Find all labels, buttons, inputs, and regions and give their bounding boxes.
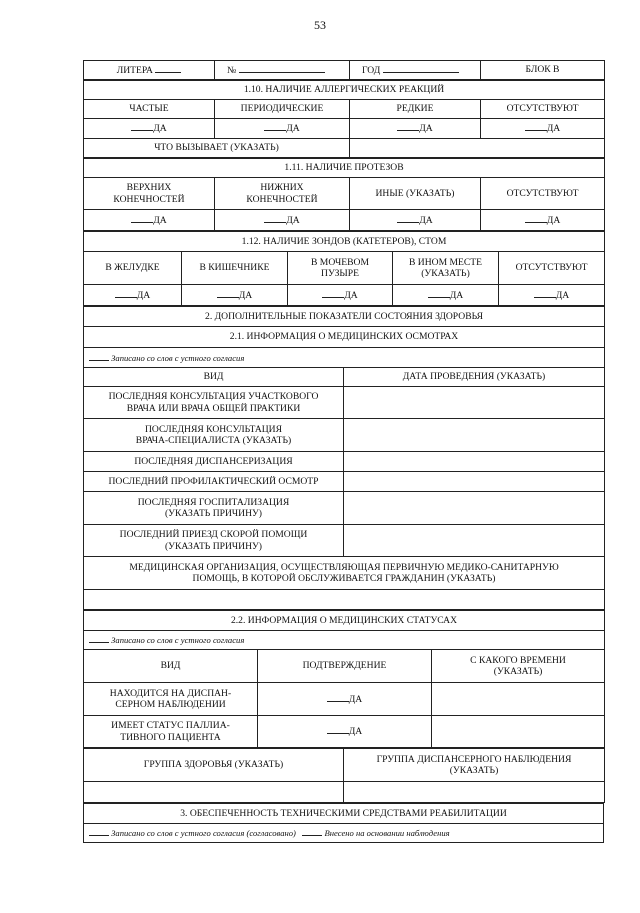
probes-yes-stomach[interactable]: ДА [84, 285, 182, 306]
statuses-col-confirm: ПОДТВЕРЖДЕНИЕ [258, 650, 432, 683]
exams-consent-note[interactable]: Записано со слов с устного согласия [84, 348, 605, 368]
allergy-cause-label: ЧТО ВЫЗЫВАЕТ (УКАЗАТЬ) [84, 139, 350, 158]
allergy-col-periodic: ПЕРИОДИЧЕСКИЕ [215, 100, 350, 119]
exam-row-specialist-label: ПОСЛЕДНЯЯ КОНСУЛЬТАЦИЯ ВРАЧА-СПЕЦИАЛИСТА (УКАЗАТЬ) [84, 419, 344, 452]
rehab-table [83, 803, 604, 843]
number-field[interactable]: № [215, 61, 350, 80]
exams-title: 2.1. ИНФОРМАЦИЯ О МЕДИЦИНСКИХ ОСМОТРАХ [84, 327, 605, 348]
statuses-consent-note[interactable]: Записано со слов с устного согласия [84, 631, 605, 650]
groups-table [83, 748, 605, 803]
statuses-table [83, 610, 605, 748]
status-dispensary-yes[interactable]: ДА [258, 683, 432, 716]
exam-row-gp-label: ПОСЛЕДНЯЯ КОНСУЛЬТАЦИЯ УЧАСТКОВОГО ВРАЧА ИЛИ ВРАЧА ОБЩЕЙ ПРАКТИКИ [84, 387, 344, 419]
probes-yes-bladder[interactable]: ДА [288, 285, 393, 306]
exam-row-preventive-date[interactable] [344, 472, 605, 492]
prosthesis-yes-lower[interactable]: ДА [215, 210, 350, 231]
section3-notes[interactable] [84, 824, 604, 843]
section2-title: 2. ДОПОЛНИТЕЛЬНЫЕ ПОКАЗАТЕЛИ СОСТОЯНИЯ ЗДОРОВЬЯ [84, 307, 605, 327]
probes-col-absent: ОТСУТСТВУЮТ [499, 252, 605, 285]
status-palliative-yes[interactable]: ДА [258, 716, 432, 748]
probes-col-other: В ИНОМ МЕСТЕ (УКАЗАТЬ) [393, 252, 499, 285]
health-group-input[interactable] [84, 782, 344, 803]
status-dispensary-since[interactable] [432, 683, 605, 716]
exam-row-ambulance-date[interactable] [344, 525, 605, 557]
exam-row-preventive-label: ПОСЛЕДНИЙ ПРОФИЛАКТИЧЕСКИЙ ОСМОТР [84, 472, 344, 492]
exam-row-dispensary-date[interactable] [344, 452, 605, 472]
header-table [83, 60, 605, 80]
status-palliative-since[interactable] [432, 716, 605, 748]
dispensary-group-input[interactable] [344, 782, 605, 803]
probes-yes-absent[interactable]: ДА [499, 285, 605, 306]
status-dispensary-label: НАХОДИТСЯ НА ДИСПАН- СЕРНОМ НАБЛЮДЕНИИ [84, 683, 258, 716]
section3-note-left: Записано со слов с устного согласия (согласовано) [111, 828, 296, 839]
allergy-col-rare: РЕДКИЕ [350, 100, 481, 119]
probes-col-bladder: В МОЧЕВОМ ПУЗЫРЕ [288, 252, 393, 285]
allergy-yes-periodic[interactable]: ДА [215, 119, 350, 139]
allergy-title: 1.10. НАЛИЧИЕ АЛЛЕРГИЧЕСКИХ РЕАКЦИЙ [84, 81, 605, 100]
statuses-title: 2.2. ИНФОРМАЦИЯ О МЕДИЦИНСКИХ СТАТУСАХ [84, 611, 605, 631]
status-palliative-label: ИМЕЕТ СТАТУС ПАЛЛИА- ТИВНОГО ПАЦИЕНТА [84, 716, 258, 748]
allergy-col-frequent: ЧАСТЫЕ [84, 100, 215, 119]
page-number: 53 [314, 18, 326, 32]
exam-row-hospital-label: ПОСЛЕДНЯЯ ГОСПИТАЛИЗАЦИЯ (УКАЗАТЬ ПРИЧИНУ) [84, 492, 344, 525]
statuses-col-since: С КАКОГО ВРЕМЕНИ (УКАЗАТЬ) [432, 650, 605, 683]
section3-note-right: Внесено на основании наблюдения [324, 828, 450, 839]
organization-input[interactable] [84, 590, 605, 610]
prosthesis-table [83, 158, 605, 231]
statuses-col-type: ВИД [84, 650, 258, 683]
exams-col-date: ДАТА ПРОВЕДЕНИЯ (УКАЗАТЬ) [344, 368, 605, 387]
prosthesis-yes-other[interactable]: ДА [350, 210, 481, 231]
allergy-col-absent: ОТСУТСТВУЮТ [481, 100, 605, 119]
probes-table [83, 231, 605, 306]
organization-label: МЕДИЦИНСКАЯ ОРГАНИЗАЦИЯ, ОСУЩЕСТВЛЯЮЩАЯ ПЕРВИЧНУЮ МЕДИКО-САНИТАРНУЮ ПОМОЩЬ, В КОТОРОЙ ОБСЛУЖИВАЕТСЯ ГРАЖДАНИН (УКАЗАТЬ) [84, 557, 605, 590]
exam-row-ambulance-label: ПОСЛЕДНИЙ ПРИЕЗД СКОРОЙ ПОМОЩИ (УКАЗАТЬ ПРИЧИНУ) [84, 525, 344, 557]
prosthesis-col-other: ИНЫЕ (УКАЗАТЬ) [350, 178, 481, 210]
form-sheet [83, 60, 604, 843]
allergy-cause-input[interactable] [350, 139, 605, 158]
probes-yes-intestine[interactable]: ДА [182, 285, 288, 306]
block-label: БЛОК В [481, 61, 605, 80]
exam-row-specialist-date[interactable] [344, 419, 605, 452]
prosthesis-col-absent: ОТСУТСТВУЮТ [481, 178, 605, 210]
exams-table [83, 306, 605, 610]
dispensary-group-label: ГРУППА ДИСПАНСЕРНОГО НАБЛЮДЕНИЯ (УКАЗАТЬ) [344, 749, 605, 782]
prosthesis-col-lower: НИЖНИХ КОНЕЧНОСТЕЙ [215, 178, 350, 210]
health-group-label: ГРУППА ЗДОРОВЬЯ (УКАЗАТЬ) [84, 749, 344, 782]
prosthesis-title: 1.11. НАЛИЧИЕ ПРОТЕЗОВ [84, 159, 605, 178]
prosthesis-yes-upper[interactable]: ДА [84, 210, 215, 231]
section3-title: 3. ОБЕСПЕЧЕННОСТЬ ТЕХНИЧЕСКИМИ СРЕДСТВАМИ РЕАБИЛИТАЦИИ [84, 804, 604, 824]
exam-row-gp-date[interactable] [344, 387, 605, 419]
probes-yes-other[interactable]: ДА [393, 285, 499, 306]
probes-title: 1.12. НАЛИЧИЕ ЗОНДОВ (КАТЕТЕРОВ), СТОМ [84, 232, 605, 252]
exam-row-hospital-date[interactable] [344, 492, 605, 525]
litera-field[interactable]: ЛИТЕРА [84, 61, 215, 80]
allergy-yes-absent[interactable]: ДА [481, 119, 605, 139]
exams-col-type: ВИД [84, 368, 344, 387]
allergy-table [83, 80, 605, 158]
allergy-yes-frequent[interactable]: ДА [84, 119, 215, 139]
allergy-yes-rare[interactable]: ДА [350, 119, 481, 139]
prosthesis-col-upper: ВЕРХНИХ КОНЕЧНОСТЕЙ [84, 178, 215, 210]
prosthesis-yes-absent[interactable]: ДА [481, 210, 605, 231]
exam-row-dispensary-label: ПОСЛЕДНЯЯ ДИСПАНСЕРИЗАЦИЯ [84, 452, 344, 472]
year-field[interactable]: ГОД [350, 61, 481, 80]
probes-col-intestine: В КИШЕЧНИКЕ [182, 252, 288, 285]
probes-col-stomach: В ЖЕЛУДКЕ [84, 252, 182, 285]
